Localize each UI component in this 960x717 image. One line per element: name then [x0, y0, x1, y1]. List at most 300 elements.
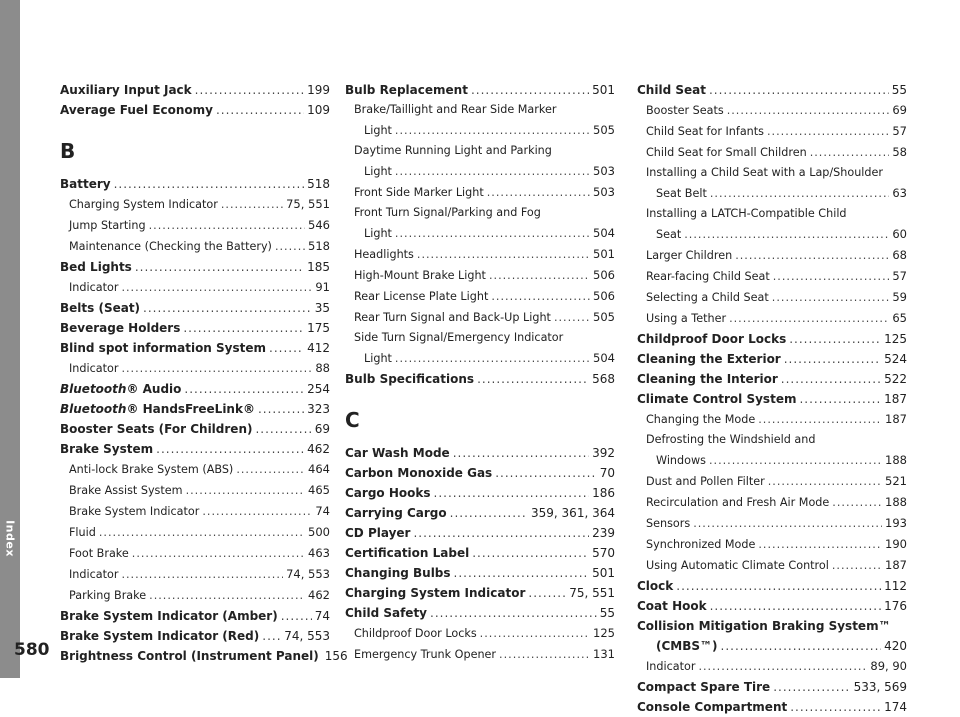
index-column-3: [637, 80, 907, 717]
page-reference: 464: [308, 462, 330, 476]
index-tab-label: [0, 510, 20, 570]
page-reference: 392: [592, 446, 615, 460]
index-term: Auxiliary Input Jack: [60, 83, 192, 97]
index-entry: [637, 596, 907, 616]
page-reference: 463: [308, 546, 330, 560]
index-term: CD Player: [345, 526, 411, 540]
index-term: Emergency Trunk Opener: [354, 648, 497, 661]
leader-dots: [395, 349, 590, 369]
page-reference: 505: [593, 123, 615, 137]
index-term: Front Turn Signal/Parking and Fog: [354, 206, 541, 219]
page-reference: 187: [885, 558, 907, 572]
index-term: Recirculation and Fresh Air Mode: [646, 496, 830, 509]
leader-dots: [99, 523, 305, 543]
page-reference: 35: [314, 301, 330, 315]
leader-dots: [710, 596, 882, 616]
page-reference: 506: [593, 289, 615, 303]
index-term: Changing the Mode: [646, 413, 756, 426]
index-entry: [345, 523, 615, 543]
index-term: Clock: [637, 579, 674, 593]
index-term: Installing a LATCH-Compatible Child: [646, 207, 847, 220]
page-reference: 112: [884, 579, 907, 593]
page-reference: 503: [593, 185, 615, 199]
index-term: Brightness Control (Instrument Panel): [60, 649, 319, 663]
index-term: Jump Starting: [69, 219, 146, 232]
page-reference: 462: [308, 588, 330, 602]
index-term: Child Seat for Infants: [646, 125, 764, 138]
index-side-tab: [0, 0, 20, 678]
page-reference: 359, 361, 364: [531, 506, 615, 520]
section-letter: B: [60, 139, 76, 163]
index-term: Side Turn Signal/Emergency Indicator: [354, 331, 564, 344]
page-reference: 74, 553: [286, 567, 330, 581]
index-term: Seat Belt: [656, 187, 707, 200]
page-reference: 125: [593, 626, 615, 640]
leader-dots: [693, 514, 882, 534]
leader-dots: [184, 379, 304, 399]
index-subentry: [637, 204, 907, 224]
index-subentry: [60, 480, 330, 501]
page-reference: 412: [307, 341, 330, 355]
index-entry: [60, 80, 330, 100]
page-reference: 187: [885, 412, 907, 426]
index-entry: [345, 483, 615, 503]
page-reference: 500: [308, 525, 330, 539]
index-subentry: [637, 555, 907, 576]
page-reference: 188: [885, 495, 907, 509]
page-reference: 546: [308, 218, 330, 232]
leader-dots: [758, 410, 882, 430]
page-number: 580: [14, 640, 50, 660]
page-reference: 465: [308, 483, 330, 497]
index-entry: [345, 369, 615, 389]
page-reference: 74: [314, 609, 330, 623]
index-entry: [345, 563, 615, 583]
index-term: Windows: [656, 454, 706, 467]
index-entry: [345, 443, 615, 463]
leader-dots: [495, 463, 597, 483]
index-subentry: [637, 245, 907, 266]
index-entry: [637, 329, 907, 349]
page-reference: 55: [599, 606, 615, 620]
index-subentry: [60, 236, 330, 257]
index-subentry: [637, 430, 907, 450]
page-reference: 506: [593, 268, 615, 282]
index-subentry: [345, 286, 615, 307]
leader-dots: [395, 121, 590, 141]
index-subentry: [637, 121, 907, 142]
leader-dots: [114, 174, 304, 194]
page-reference: 65: [892, 311, 907, 325]
leader-dots: [735, 246, 889, 266]
index-subentry: [345, 348, 615, 369]
index-subentry: [345, 141, 615, 161]
index-subentry: [60, 459, 330, 480]
leader-dots: [472, 543, 589, 563]
index-column-2: [345, 80, 615, 665]
index-entry: [60, 439, 330, 459]
index-entry: [637, 616, 907, 636]
index-term: Coat Hook: [637, 599, 707, 613]
leader-dots: [135, 257, 304, 277]
leader-dots: [143, 298, 312, 318]
leader-dots: [499, 645, 590, 665]
leader-dots: [258, 399, 304, 419]
index-term: Carbon Monoxide Gas: [345, 466, 493, 480]
page-reference: 175: [307, 321, 330, 335]
page-reference: 89, 90: [870, 659, 907, 673]
page-reference: 156: [324, 649, 348, 663]
index-term: Headlights: [354, 248, 414, 261]
index-subentry: [60, 501, 330, 522]
index-entry: [637, 677, 907, 697]
page-reference: 63: [892, 186, 907, 200]
leader-dots: [195, 80, 304, 100]
leader-dots: [121, 359, 312, 379]
page-reference: 88: [315, 361, 330, 375]
leader-dots: [236, 460, 305, 480]
page-reference: 69: [892, 103, 907, 117]
leader-dots: [772, 288, 890, 308]
index-term: High-Mount Brake Light: [354, 269, 486, 282]
index-term: Bluetooth® Audio: [60, 382, 182, 396]
leader-dots: [832, 493, 882, 513]
page-reference: 58: [892, 145, 907, 159]
index-subentry: [60, 277, 330, 298]
index-term: Average Fuel Economy: [60, 103, 213, 117]
leader-dots: [149, 216, 305, 236]
index-term: Foot Brake: [69, 547, 129, 560]
index-subentry: [637, 163, 907, 183]
index-entry: [637, 576, 907, 596]
index-term: Rear License Plate Light: [354, 290, 489, 303]
page-reference: 60: [892, 227, 907, 241]
leader-dots: [202, 502, 312, 522]
leader-dots: [832, 556, 882, 576]
leader-dots: [395, 224, 590, 244]
leader-dots: [789, 329, 881, 349]
page-reference: 522: [884, 372, 907, 386]
page-reference: 462: [307, 442, 330, 456]
index-subentry: [60, 522, 330, 543]
index-entry: [637, 369, 907, 389]
page-reference: 57: [892, 124, 907, 138]
index-term: Carrying Cargo: [345, 506, 447, 520]
leader-dots: [773, 677, 850, 697]
leader-dots: [121, 278, 312, 298]
index-term: Booster Seats (For Children): [60, 422, 253, 436]
leader-dots: [255, 419, 311, 439]
leader-dots: [709, 80, 889, 100]
index-subentry: [60, 215, 330, 236]
page-reference: 69: [314, 422, 330, 436]
index-term: Child Seat: [637, 83, 706, 97]
index-entry: [345, 503, 615, 523]
leader-dots: [698, 657, 867, 677]
leader-dots: [186, 481, 305, 501]
page-reference: 501: [592, 566, 615, 580]
index-subentry: [345, 307, 615, 328]
page-reference: 420: [884, 639, 907, 653]
index-entry: [60, 257, 330, 277]
index-entry: [60, 174, 330, 194]
index-term: Childproof Door Locks: [354, 627, 477, 640]
index-term: Indicator: [69, 362, 119, 375]
index-term: Brake System Indicator (Red): [60, 629, 260, 643]
page-reference: 239: [592, 526, 615, 540]
leader-dots: [450, 503, 528, 523]
page-reference: 503: [593, 164, 615, 178]
page-reference: 504: [593, 226, 615, 240]
leader-dots: [417, 245, 590, 265]
index-term: Using Automatic Climate Control: [646, 559, 829, 572]
index-term: Selecting a Child Seat: [646, 291, 769, 304]
index-subentry: [637, 492, 907, 513]
index-subentry: [345, 623, 615, 644]
page-reference: 199: [307, 83, 330, 97]
index-entry: [637, 636, 907, 656]
index-subentry: [637, 513, 907, 534]
leader-dots: [528, 583, 566, 603]
page-reference: 501: [592, 83, 615, 97]
leader-dots: [758, 535, 882, 555]
page-reference: 174: [884, 700, 907, 714]
index-term: Rear Turn Signal and Back-Up Light: [354, 311, 551, 324]
page-reference: 188: [885, 453, 907, 467]
index-column-1: [60, 80, 348, 666]
index-term: Changing Bulbs: [345, 566, 451, 580]
index-term: Bluetooth® HandsFreeLink®: [60, 402, 255, 416]
index-entry: [60, 379, 330, 399]
index-entry: [60, 298, 330, 318]
page-reference: 176: [884, 599, 907, 613]
leader-dots: [768, 472, 882, 492]
index-term: Cleaning the Exterior: [637, 352, 781, 366]
index-subentry: [345, 328, 615, 348]
leader-dots: [773, 267, 890, 287]
index-tab-text: Index: [3, 520, 17, 557]
index-term: Console Compartment: [637, 700, 788, 714]
leader-dots: [216, 100, 304, 120]
index-entry: [637, 80, 907, 100]
index-term: Larger Children: [646, 249, 733, 262]
index-entry: [345, 543, 615, 563]
index-term: Brake System Indicator (Amber): [60, 609, 278, 623]
page-reference: 570: [592, 546, 615, 560]
index-term: Bulb Specifications: [345, 372, 475, 386]
page-reference: 186: [592, 486, 615, 500]
index-subentry: [60, 194, 330, 215]
index-entry: [60, 338, 330, 358]
index-subentry: [345, 120, 615, 141]
leader-dots: [281, 606, 312, 626]
index-term: Defrosting the Windshield and: [646, 433, 816, 446]
index-subentry: [345, 203, 615, 223]
leader-dots: [269, 338, 304, 358]
page-reference: 109: [307, 103, 330, 117]
index-term: Installing a Child Seat with a Lap/Shoulder: [646, 166, 883, 179]
leader-dots: [727, 101, 890, 121]
index-term: Cargo Hooks: [345, 486, 431, 500]
index-term: Beverage Holders: [60, 321, 181, 335]
index-entry: [60, 646, 348, 666]
index-term: Maintenance (Checking the Battery): [69, 240, 272, 253]
leader-dots: [810, 143, 890, 163]
index-term: Sensors: [646, 517, 691, 530]
index-subentry: [637, 409, 907, 430]
index-term: Dust and Pollen Filter: [646, 475, 765, 488]
page-reference: 505: [593, 310, 615, 324]
leader-dots: [183, 318, 304, 338]
leader-dots: [121, 565, 283, 585]
page-reference: 59: [892, 290, 907, 304]
index-subentry: [60, 585, 330, 606]
index-subentry: [345, 100, 615, 120]
index-term: Using a Tether: [646, 312, 727, 325]
leader-dots: [554, 308, 590, 328]
leader-dots: [471, 80, 589, 100]
index-term: Compact Spare Tire: [637, 680, 771, 694]
page-reference: 125: [884, 332, 907, 346]
index-term: Battery: [60, 177, 111, 191]
index-subentry: [637, 287, 907, 308]
leader-dots: [453, 443, 589, 463]
index-entry: [60, 626, 330, 646]
index-term: Child Safety: [345, 606, 428, 620]
leader-dots: [221, 195, 283, 215]
index-subentry: [345, 223, 615, 244]
index-entry: [637, 349, 907, 369]
index-subentry: [637, 142, 907, 163]
leader-dots: [784, 349, 881, 369]
leader-dots: [684, 225, 889, 245]
index-term: Rear-facing Child Seat: [646, 270, 770, 283]
page-reference: 254: [307, 382, 330, 396]
leader-dots: [781, 369, 881, 389]
page-reference: 533, 569: [853, 680, 907, 694]
page-reference: 91: [315, 280, 330, 294]
index-term: Front Side Marker Light: [354, 186, 484, 199]
index-term: Bulb Replacement: [345, 83, 468, 97]
index-term: Indicator: [69, 568, 119, 581]
index-subentry: [637, 224, 907, 245]
page-reference: 74, 553: [284, 629, 330, 643]
leader-dots: [149, 586, 305, 606]
index-term: Charging System Indicator: [69, 198, 218, 211]
index-term: Cleaning the Interior: [637, 372, 778, 386]
index-subentry: [60, 564, 330, 585]
page-reference: 501: [593, 247, 615, 261]
index-entry: [345, 463, 615, 483]
leader-dots: [480, 624, 590, 644]
index-term: Booster Seats: [646, 104, 724, 117]
index-entry: [60, 318, 330, 338]
page-reference: 185: [307, 260, 330, 274]
leader-dots: [767, 122, 889, 142]
index-term: Parking Brake: [69, 589, 147, 602]
leader-dots: [430, 603, 597, 623]
index-term: Certification Label: [345, 546, 470, 560]
index-entry: [60, 100, 330, 120]
leader-dots: [454, 563, 590, 583]
page-reference: 524: [884, 352, 907, 366]
index-entry: [60, 606, 330, 626]
index-subentry: [345, 161, 615, 182]
index-term: Fluid: [69, 526, 96, 539]
index-term: Light: [364, 227, 392, 240]
index-entry: [60, 399, 330, 419]
leader-dots: [491, 287, 590, 307]
page-reference: 75, 551: [569, 586, 615, 600]
leader-dots: [721, 636, 882, 656]
index-term: Brake Assist System: [69, 484, 183, 497]
index-subentry: [345, 644, 615, 665]
page-reference: 57: [892, 269, 907, 283]
index-term: Seat: [656, 228, 682, 241]
index-term: Daytime Running Light and Parking: [354, 144, 552, 157]
index-term: Belts (Seat): [60, 301, 141, 315]
leader-dots: [709, 451, 882, 471]
page-reference: 70: [599, 466, 615, 480]
page-reference: 75, 551: [286, 197, 330, 211]
index-term: Brake System: [60, 442, 154, 456]
page-reference: 74: [315, 504, 330, 518]
index-subentry: [637, 450, 907, 471]
leader-dots: [132, 544, 305, 564]
leader-dots: [676, 576, 881, 596]
leader-dots: [413, 523, 589, 543]
index-subentry: [637, 183, 907, 204]
leader-dots: [477, 369, 589, 389]
index-term: Light: [364, 352, 392, 365]
index-subentry: [345, 182, 615, 203]
index-subentry: [345, 265, 615, 286]
page-reference: 568: [592, 372, 615, 386]
page-reference: 68: [892, 248, 907, 262]
index-term: Light: [364, 165, 392, 178]
index-entry: [345, 583, 615, 603]
index-subentry: [60, 543, 330, 564]
leader-dots: [434, 483, 590, 503]
index-term: Brake System Indicator: [69, 505, 200, 518]
index-term: Synchronized Mode: [646, 538, 756, 551]
index-subentry: [637, 266, 907, 287]
index-term: Indicator: [646, 660, 696, 673]
index-entry: [637, 697, 907, 717]
index-entry: [345, 80, 615, 100]
page-reference: 521: [885, 474, 907, 488]
index-entry: [60, 419, 330, 439]
index-subentry: [637, 100, 907, 121]
index-term: Collision Mitigation Braking System™: [637, 619, 891, 633]
page-reference: 518: [307, 177, 330, 191]
section-letter: C: [345, 408, 360, 432]
index-term: Climate Control System: [637, 392, 797, 406]
index-term: Anti-lock Brake System (ABS): [69, 463, 234, 476]
leader-dots: [262, 626, 281, 646]
index-term: Charging System Indicator: [345, 586, 526, 600]
page-reference: 187: [884, 392, 907, 406]
page-reference: 131: [593, 647, 615, 661]
leader-dots: [156, 439, 304, 459]
index-term: (CMBS™): [656, 639, 718, 653]
leader-dots: [799, 389, 881, 409]
page-reference: 190: [885, 537, 907, 551]
leader-dots: [487, 183, 590, 203]
index-term: Blind spot information System: [60, 341, 267, 355]
leader-dots: [489, 266, 590, 286]
index-entry: [345, 603, 615, 623]
